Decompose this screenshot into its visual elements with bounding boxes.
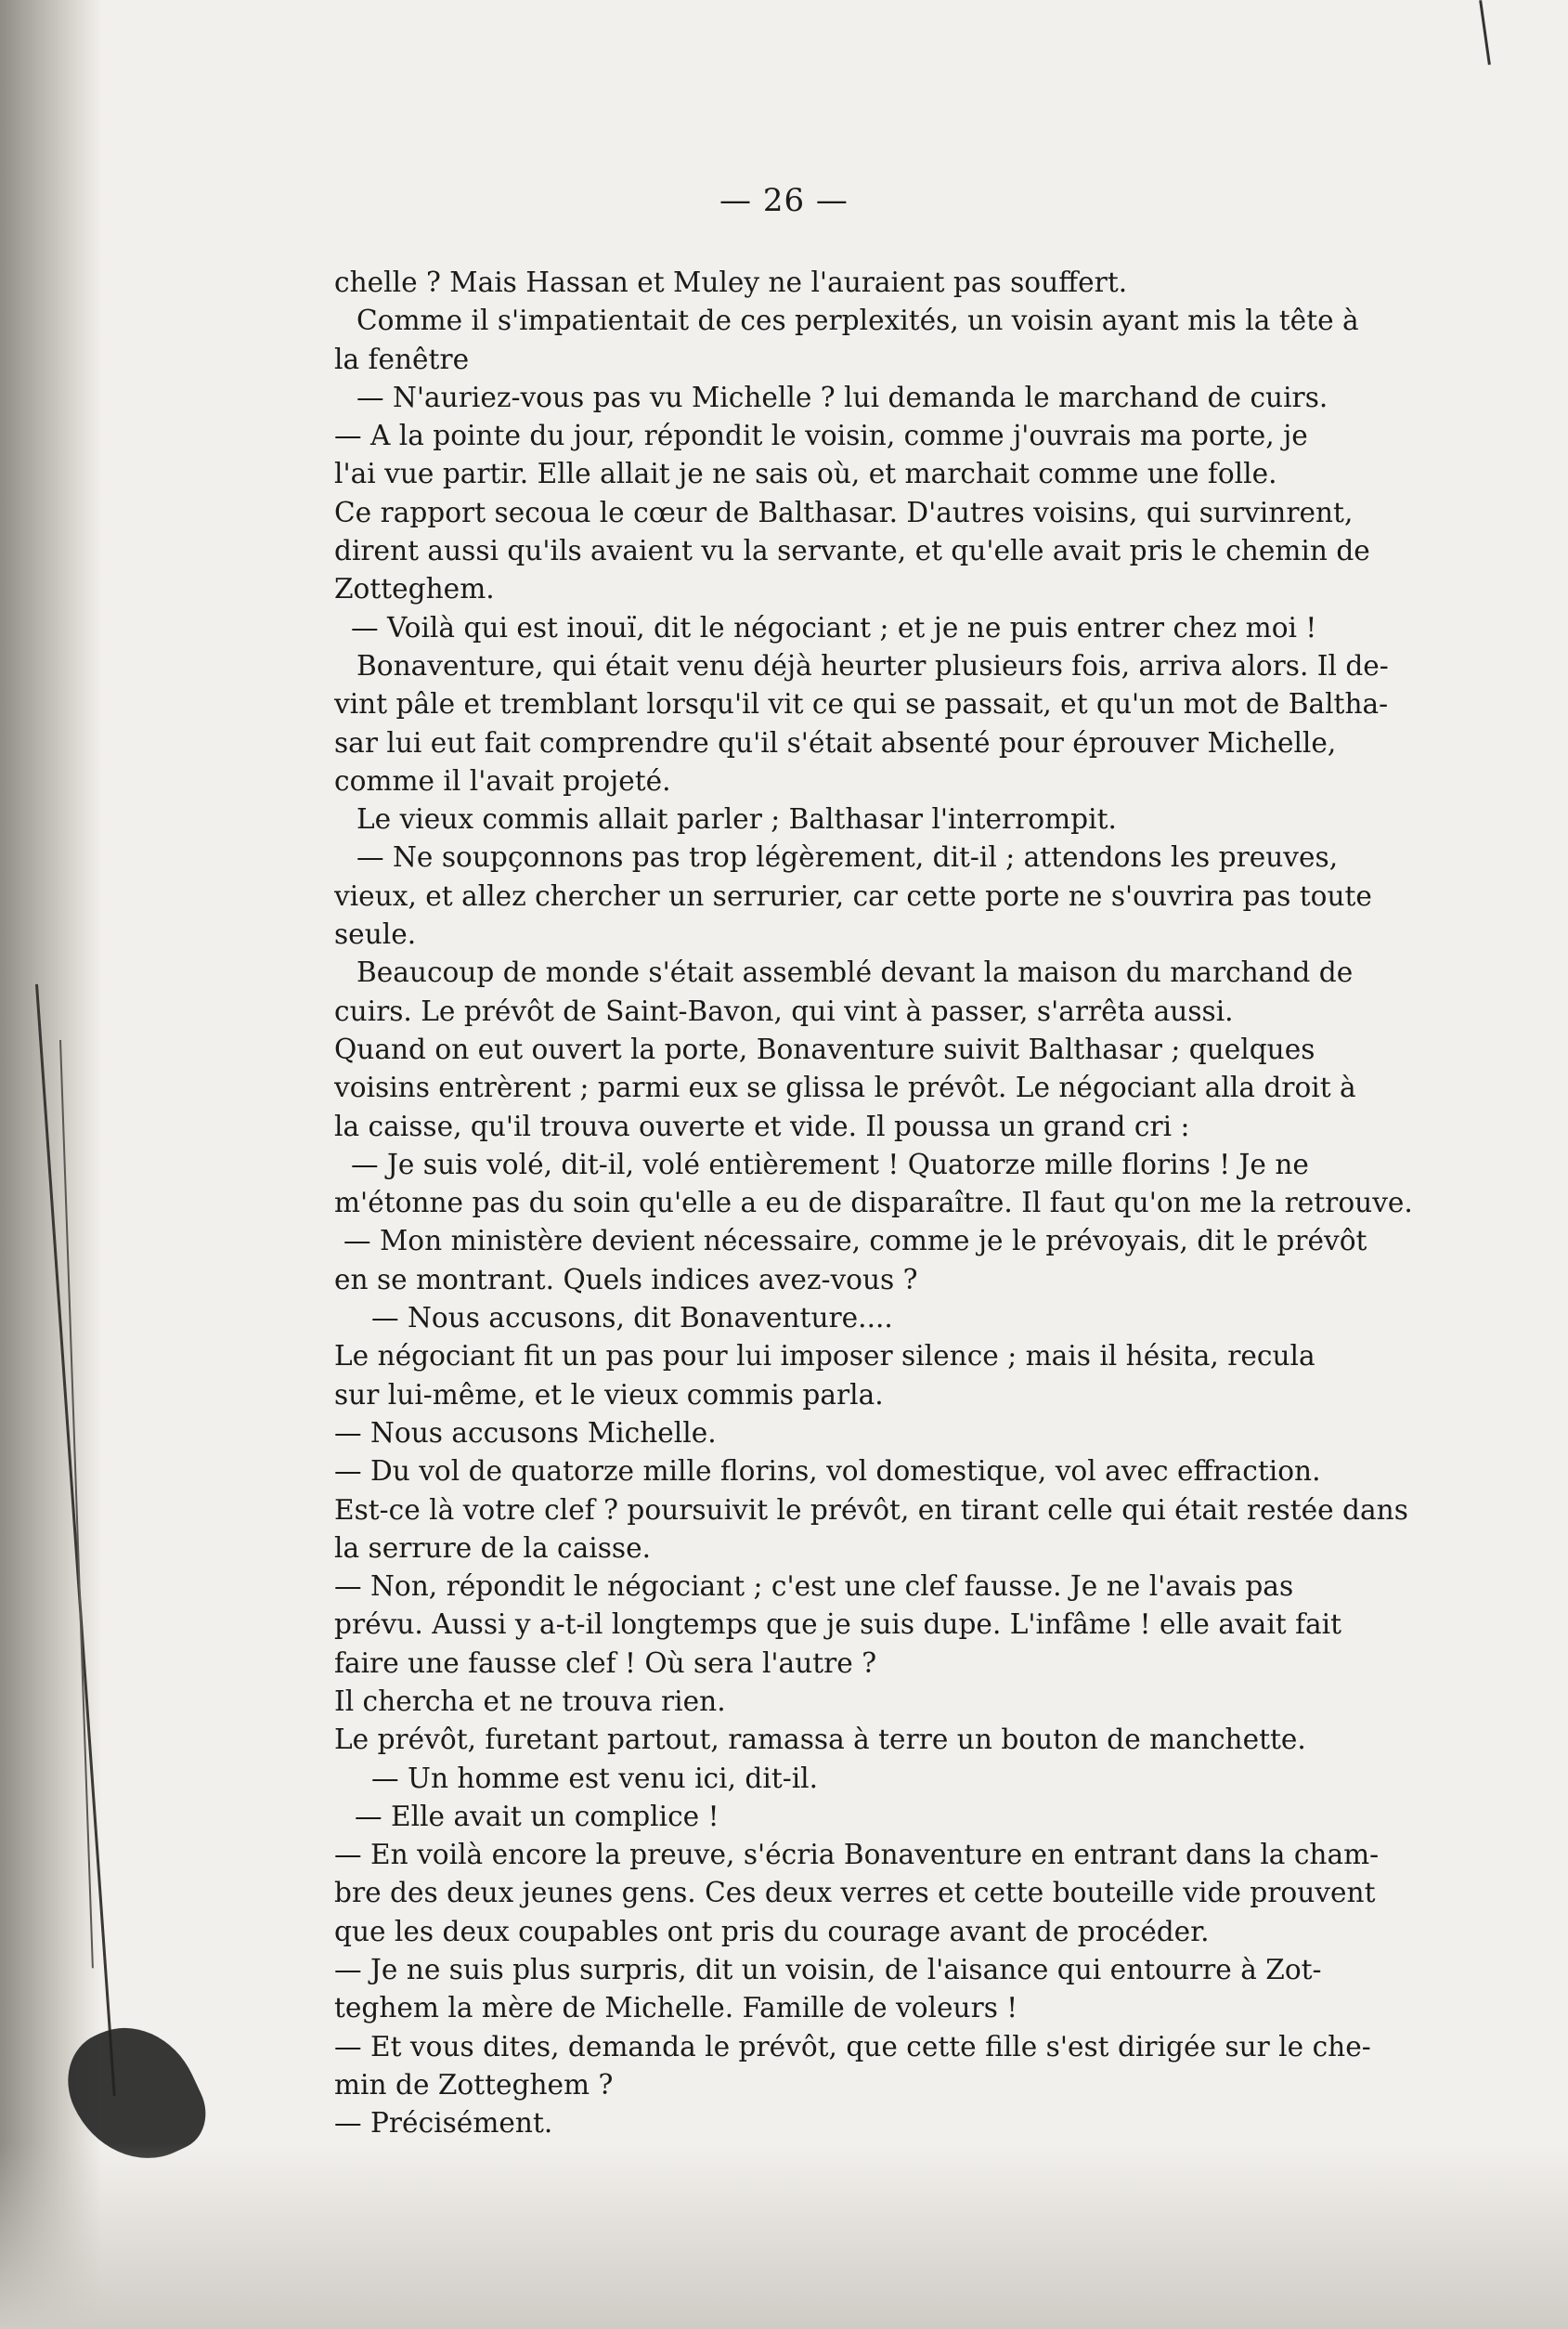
- text-line: — Et vous dites, demanda le prévôt, que cette fille s'est dirigée sur le che-: [334, 2030, 1371, 2062]
- text-line: — En voilà encore la preuve, s'écria Bonaventure en entrant dans la cham-: [334, 1839, 1380, 1871]
- text-line: Zotteghem.: [334, 573, 495, 605]
- text-line: — Du vol de quatorze mille florins, vol domestique, vol avec effraction.: [334, 1455, 1321, 1488]
- text-line: Bonaventure, qui était venu déjà heurter plusieurs fois, arriva alors. Il de-: [356, 649, 1389, 682]
- text-line: que les deux coupables ont pris du courage avant de procéder.: [334, 1915, 1210, 1947]
- text-line: Beaucoup de monde s'était assemblé devant la maison du marchand de: [356, 956, 1354, 989]
- text-line: teghem la mère de Michelle. Famille de voleurs !: [334, 1992, 1018, 2024]
- text-line: min de Zotteghem ?: [334, 2068, 614, 2101]
- text-line: vint pâle et tremblant lorsqu'il vit ce qui se passait, et qu'un mot de Baltha-: [334, 688, 1389, 721]
- text-line: Quand on eut ouvert la porte, Bonaventure suivit Balthasar ; quelques: [334, 1033, 1315, 1065]
- text-line: — Je ne suis plus surpris, dit un voisin, de l'aisance qui entourre à Zot-: [334, 1954, 1322, 1986]
- text-line: — Ne soupçonnons pas trop légèrement, dit-il ; attendons les preuves,: [356, 841, 1339, 874]
- text-line: seule.: [334, 918, 417, 951]
- text-line: — A la pointe du jour, répondit le voisin, comme j'ouvrais ma porte, je: [334, 420, 1308, 452]
- text-line: — Nous accusons, dit Bonaventure....: [371, 1302, 893, 1334]
- text-line: m'étonne pas du soin qu'elle a eu de disparaître. Il faut qu'on me la retrouve.: [334, 1187, 1413, 1219]
- text-line: sur lui-même, et le vieux commis parla.: [334, 1378, 884, 1411]
- bottom-shadow: [0, 2143, 1568, 2329]
- text-line: bre des deux jeunes gens. Ces deux verres et cette bouteille vide prouvent: [334, 1877, 1376, 1909]
- text-line: Il chercha et ne trouva rien.: [334, 1685, 726, 1717]
- text-line: sar lui eut fait comprendre qu'il s'était absenté pour éprouver Michelle,: [334, 726, 1337, 759]
- text-line: Est-ce là votre clef ? poursuivit le prévôt, en tirant celle qui était restée dans: [334, 1493, 1408, 1526]
- text-line: prévu. Aussi y a-t-il longtemps que je suis dupe. L'infâme ! elle avait fait: [334, 1608, 1342, 1641]
- text-block: [334, 264, 1523, 2143]
- binding-shadow: [0, 0, 102, 2329]
- text-line: — Je suis volé, dit-il, volé entièrement ! Quatorze mille florins ! Je ne: [351, 1148, 1309, 1180]
- text-line: en se montrant. Quels indices avez-vous ?: [334, 1263, 918, 1295]
- text-line: dirent aussi qu'ils avaient vu la servante, et qu'elle avait pris le chemin de: [334, 535, 1370, 567]
- text-line: — Elle avait un complice !: [355, 1800, 719, 1832]
- text-line: la serrure de la caisse.: [334, 1531, 651, 1564]
- text-line: Le vieux commis allait parler ; Balthasar l'interrompit.: [356, 803, 1117, 836]
- text-line: Comme il s'impatientait de ces perplexités, un voisin ayant mis la tête à: [356, 305, 1359, 337]
- text-line: faire une fausse clef ! Où sera l'autre ?: [334, 1646, 877, 1679]
- text-line: — Mon ministère devient nécessaire, comme je le prévoyais, dit le prévôt: [343, 1225, 1367, 1257]
- text-line: — Voilà qui est inouï, dit le négociant ; et je ne puis entrer chez moi !: [351, 611, 1317, 644]
- text-line: chelle ? Mais Hassan et Muley ne l'auraient pas souffert.: [334, 267, 1128, 298]
- page-number: — 26 —: [719, 182, 849, 219]
- text-line: — Nous accusons Michelle.: [334, 1416, 717, 1449]
- text-line: comme il l'avait projeté.: [334, 764, 671, 797]
- text-line: — Un homme est venu ici, dit-il.: [371, 1762, 819, 1794]
- text-line: — Précisément.: [334, 2107, 553, 2140]
- text-line: — Non, répondit le négociant ; c'est une clef fausse. Je ne l'avais pas: [334, 1570, 1294, 1603]
- text-line: la caisse, qu'il trouva ouverte et vide. Il poussa un grand cri :: [334, 1110, 1190, 1142]
- text-line: l'ai vue partir. Elle allait je ne sais où, et marchait comme une folle.: [334, 458, 1277, 490]
- text-line: vieux, et allez chercher un serrurier, car cette porte ne s'ouvrira pas toute: [334, 879, 1372, 912]
- text-line: — N'auriez-vous pas vu Michelle ? lui demanda le marchand de cuirs.: [356, 381, 1328, 413]
- text-line: Le négociant fit un pas pour lui imposer silence ; mais il hésita, recula: [334, 1340, 1315, 1373]
- text-line: voisins entrèrent ; parmi eux se glissa le prévôt. Le négociant alla droit à: [334, 1072, 1356, 1104]
- text-line: la fenêtre: [334, 343, 470, 375]
- margin-mark: [1479, 0, 1491, 65]
- text-line: cuirs. Le prévôt de Saint-Bavon, qui vint à passer, s'arrêta aussi.: [334, 995, 1234, 1027]
- text-line: Le prévôt, furetant partout, ramassa à terre un bouton de manchette.: [334, 1724, 1306, 1756]
- text-line: Ce rapport secoua le cœur de Balthasar. D'autres voisins, qui survinrent,: [334, 496, 1354, 528]
